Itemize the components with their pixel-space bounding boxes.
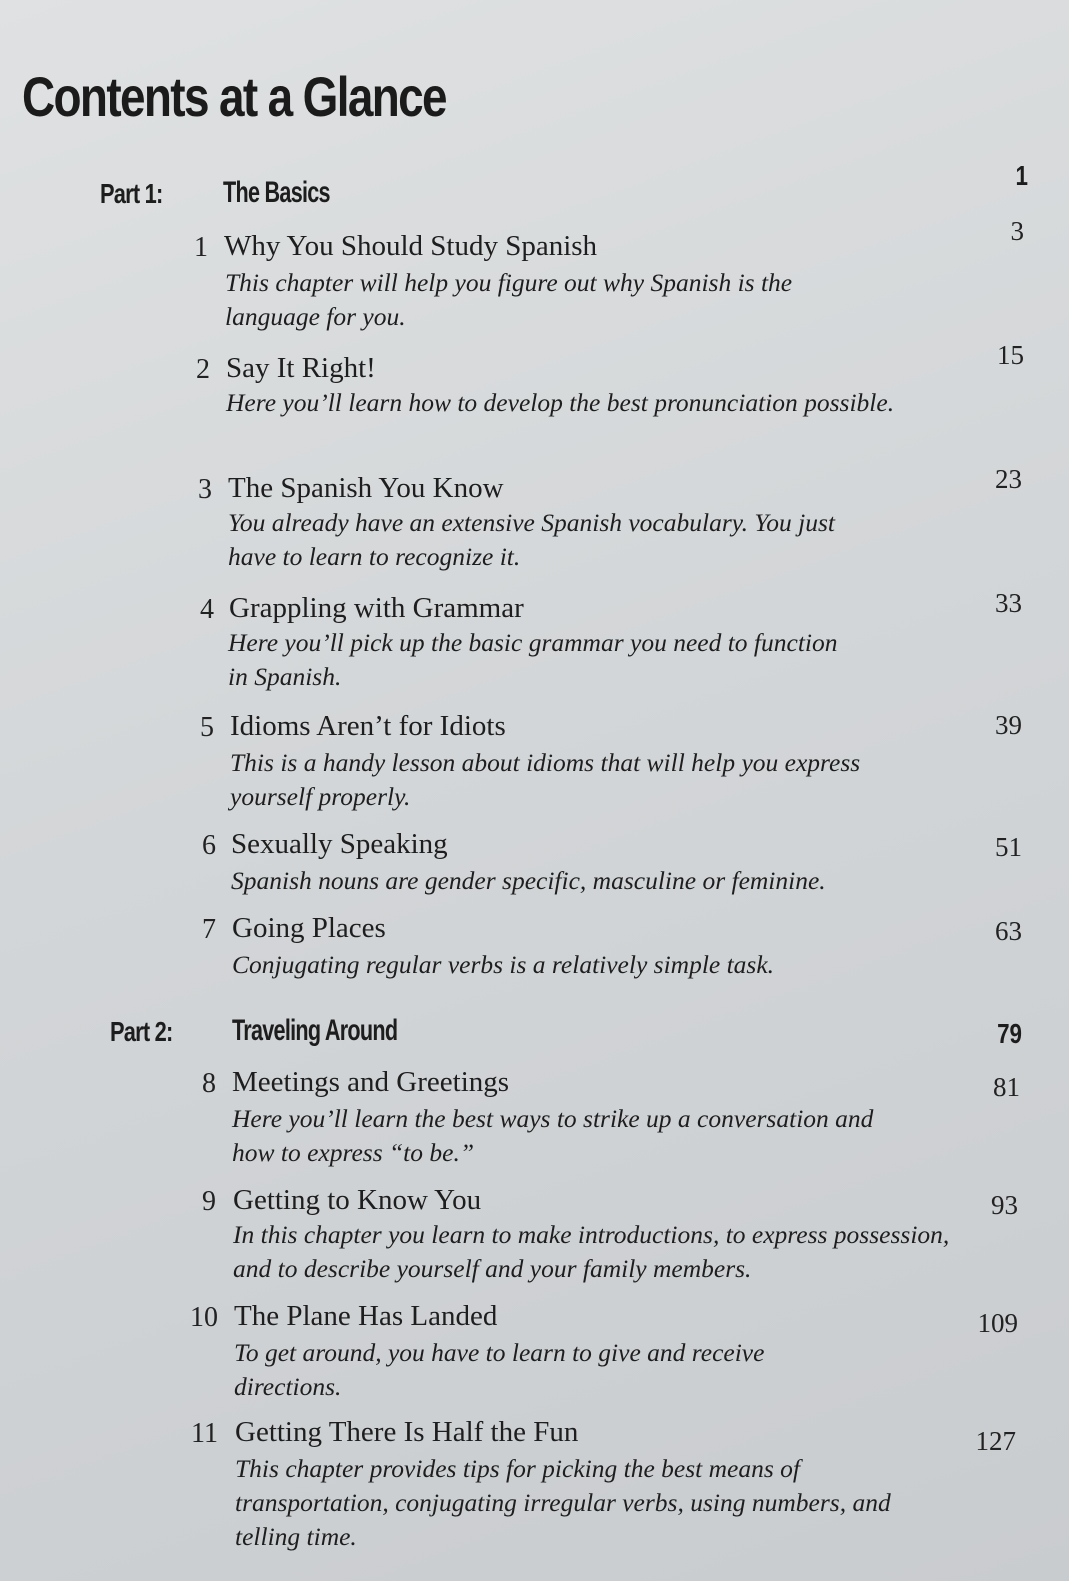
- chapter-number: 11: [191, 1418, 218, 1449]
- chapter-description: This is a handy lesson about idioms that will help you express yourself properly.: [230, 748, 861, 811]
- chapter-title: Getting There Is Half the Fun: [235, 1416, 579, 1448]
- part-page-number: 1: [1015, 160, 1028, 191]
- chapter-page-number: 63: [995, 916, 1022, 946]
- part-title: The Basics: [223, 176, 330, 209]
- chapter-number: 8: [202, 1068, 216, 1099]
- chapter-description: To get around, you have to learn to give and receive directions.: [234, 1338, 765, 1401]
- chapter-title: Getting to Know You: [233, 1184, 482, 1216]
- chapter-number: 2: [196, 354, 210, 385]
- chapter-number: 4: [200, 594, 214, 625]
- part-label: Part 1:: [100, 178, 163, 209]
- chapter-description: You already have an extensive Spanish vocabulary. You just have to learn to recognize it.: [228, 508, 835, 571]
- part-title: Traveling Around: [232, 1014, 398, 1047]
- chapter-title: Meetings and Greetings: [232, 1066, 510, 1098]
- part-label: Part 2:: [110, 1016, 173, 1047]
- chapter-title: Why You Should Study Spanish: [224, 230, 598, 262]
- chapter-number: 1: [194, 232, 208, 263]
- chapter-page-number: 93: [991, 1190, 1018, 1220]
- page-title: Contents at a Glance: [22, 65, 446, 128]
- chapter-title: Idioms Aren’t for Idiots: [230, 710, 506, 742]
- chapter-page-number: 109: [977, 1308, 1018, 1338]
- chapter-title: Going Places: [232, 912, 386, 944]
- chapter-page-number: 3: [1010, 216, 1024, 246]
- chapter-description: Spanish nouns are gender specific, masculine or feminine.: [231, 866, 826, 895]
- chapter-number: 9: [202, 1186, 216, 1217]
- chapter-title: Sexually Speaking: [231, 828, 448, 860]
- chapter-title: Say It Right!: [226, 352, 376, 384]
- chapter-page-number: 33: [995, 588, 1022, 618]
- chapter-description: Here you’ll learn the best ways to strike up a conversation and how to express “to be.”: [232, 1104, 874, 1167]
- chapter-description: In this chapter you learn to make introductions, to express possession, and to describe yourself and your family members.: [233, 1220, 950, 1283]
- chapter-page-number: 23: [995, 464, 1022, 494]
- chapter-number: 5: [200, 712, 214, 743]
- chapter-title: The Plane Has Landed: [234, 1300, 498, 1332]
- chapter-number: 7: [202, 914, 216, 945]
- chapter-title: Grappling with Grammar: [229, 592, 524, 624]
- chapter-page-number: 51: [995, 832, 1022, 862]
- chapter-title: The Spanish You Know: [228, 472, 504, 504]
- chapter-description: Here you’ll pick up the basic grammar you need to function in Spanish.: [228, 628, 838, 691]
- chapter-number: 6: [202, 830, 216, 861]
- chapter-description: This chapter will help you figure out why Spanish is the language for you.: [225, 268, 793, 331]
- chapter-description: Here you’ll learn how to develop the best pronunciation possible.: [226, 388, 895, 417]
- chapter-page-number: 39: [995, 710, 1022, 740]
- chapter-page-number: 15: [997, 340, 1024, 370]
- chapter-description: This chapter provides tips for picking the best means of transportation, conjugating irregular verbs, using numbers, and telling time.: [235, 1454, 891, 1551]
- chapter-number: 3: [198, 474, 212, 505]
- chapter-number: 10: [190, 1302, 218, 1333]
- chapter-page-number: 127: [975, 1426, 1016, 1456]
- chapter-page-number: 81: [993, 1072, 1020, 1102]
- chapter-description: Conjugating regular verbs is a relatively simple task.: [232, 950, 775, 979]
- part-page-number: 79: [997, 1018, 1022, 1049]
